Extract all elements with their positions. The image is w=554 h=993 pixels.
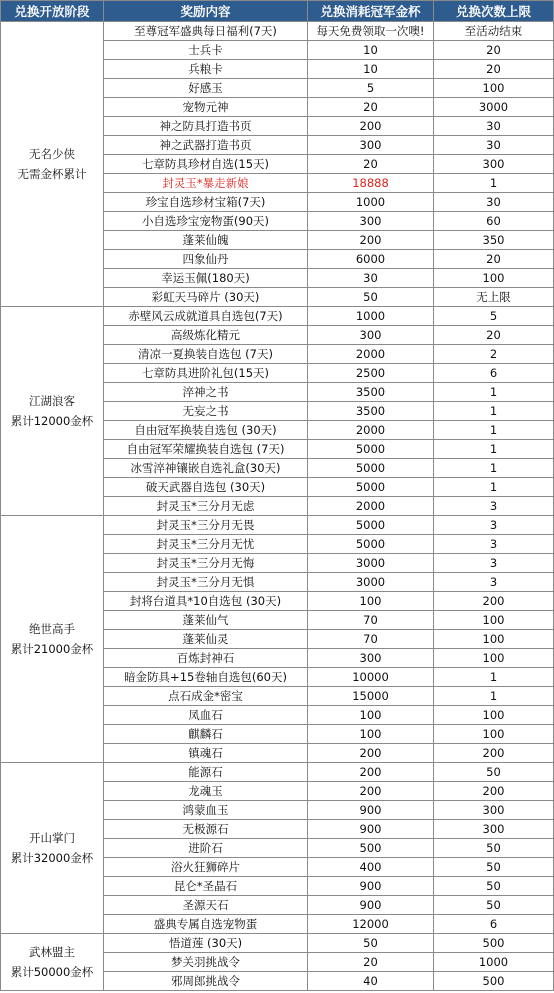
stage-requirement: 累计32000金杯 — [10, 851, 94, 865]
limit-cell: 1 — [434, 478, 554, 497]
cost-cell: 300 — [308, 649, 434, 668]
cost-cell: 2000 — [308, 345, 434, 364]
item-cell: 宠物元神 — [104, 98, 308, 117]
limit-cell: 6 — [434, 364, 554, 383]
item-cell: 麒麟石 — [104, 725, 308, 744]
cost-cell: 5000 — [308, 535, 434, 554]
limit-cell: 20 — [434, 250, 554, 269]
limit-cell: 350 — [434, 231, 554, 250]
limit-cell: 20 — [434, 326, 554, 345]
limit-cell: 1 — [434, 440, 554, 459]
stage-requirement: 累计50000金杯 — [10, 965, 94, 979]
cost-cell: 100 — [308, 706, 434, 725]
limit-cell: 无上限 — [434, 288, 554, 307]
limit-cell: 6 — [434, 915, 554, 934]
cost-cell: 18888 — [308, 174, 434, 193]
item-cell: 凤血石 — [104, 706, 308, 725]
item-cell: 封灵玉*三分月无虑 — [104, 497, 308, 516]
header-row — [1, 1, 554, 22]
limit-cell: 300 — [434, 155, 554, 174]
cost-cell: 20 — [308, 98, 434, 117]
limit-cell: 2 — [434, 345, 554, 364]
item-cell: 神之防具打造书页 — [104, 117, 308, 136]
stage-requirement: 无需金杯累计 — [17, 167, 87, 181]
cost-cell: 20 — [308, 953, 434, 972]
stage-name: 武林盟主 — [29, 945, 75, 959]
table-row — [1, 22, 554, 41]
item-cell: 神之武器打造书页 — [104, 136, 308, 155]
item-cell: 进阶石 — [104, 839, 308, 858]
limit-cell: 1 — [434, 687, 554, 706]
cost-cell: 2000 — [308, 421, 434, 440]
cost-cell: 50 — [308, 934, 434, 953]
cost-cell: 400 — [308, 858, 434, 877]
cost-cell: 900 — [308, 896, 434, 915]
item-cell: 兵粮卡 — [104, 60, 308, 79]
cost-cell: 500 — [308, 839, 434, 858]
cost-cell: 3500 — [308, 383, 434, 402]
cost-cell: 5000 — [308, 440, 434, 459]
item-cell: 暗金防具+15卷轴自选包(60天) — [104, 668, 308, 687]
limit-cell: 50 — [434, 858, 554, 877]
item-cell: 冰雪淬神镶嵌自选礼盒(30天) — [104, 459, 308, 478]
limit-cell: 1 — [434, 383, 554, 402]
item-cell: 镇魂石 — [104, 744, 308, 763]
item-cell: 封灵玉*三分月无惧 — [104, 573, 308, 592]
cost-cell: 50 — [308, 288, 434, 307]
cost-cell: 300 — [308, 326, 434, 345]
limit-cell: 300 — [434, 801, 554, 820]
item-cell: 蓬莱仙魄 — [104, 231, 308, 250]
cost-cell: 3500 — [308, 402, 434, 421]
cost-cell: 900 — [308, 877, 434, 896]
cost-cell: 300 — [308, 212, 434, 231]
cost-cell: 5000 — [308, 459, 434, 478]
cost-cell: 200 — [308, 117, 434, 136]
item-cell: 彩虹天马碎片 (30天) — [104, 288, 308, 307]
limit-cell: 100 — [434, 269, 554, 288]
stage-cell — [1, 934, 104, 991]
cost-cell: 6000 — [308, 250, 434, 269]
header-item: 奖励内容 — [104, 1, 308, 22]
limit-cell: 1 — [434, 402, 554, 421]
item-cell: 珍宝自选珍材宝箱(7天) — [104, 193, 308, 212]
cost-cell: 200 — [308, 744, 434, 763]
limit-cell: 100 — [434, 630, 554, 649]
cost-cell: 15000 — [308, 687, 434, 706]
item-cell: 至尊冠军盛典每日福利(7天) — [104, 22, 308, 41]
limit-cell: 200 — [434, 744, 554, 763]
limit-cell: 30 — [434, 117, 554, 136]
cost-cell: 5000 — [308, 516, 434, 535]
cost-cell: 5 — [308, 79, 434, 98]
item-cell: 高级炼化精元 — [104, 326, 308, 345]
cost-cell: 20 — [308, 155, 434, 174]
limit-cell: 3 — [434, 554, 554, 573]
table-body — [1, 22, 554, 991]
cost-cell: 10000 — [308, 668, 434, 687]
stage-cell — [1, 22, 104, 307]
cost-cell: 每天免费领取一次噢! — [308, 22, 434, 41]
limit-cell: 50 — [434, 763, 554, 782]
stage-name: 无名少侠 — [29, 147, 75, 161]
item-cell: 圣源天石 — [104, 896, 308, 915]
cost-cell: 70 — [308, 630, 434, 649]
item-cell: 幸运玉佩(180天) — [104, 269, 308, 288]
limit-cell: 30 — [434, 193, 554, 212]
limit-cell: 1 — [434, 174, 554, 193]
item-cell: 破天武器自选包 (30天) — [104, 478, 308, 497]
item-cell: 点石成金*密宝 — [104, 687, 308, 706]
stage-cell — [1, 516, 104, 763]
header-cost: 兑换消耗冠军金杯 — [308, 1, 434, 22]
limit-cell: 100 — [434, 706, 554, 725]
limit-cell: 50 — [434, 839, 554, 858]
table-header — [1, 1, 554, 22]
cost-cell: 1000 — [308, 193, 434, 212]
cost-cell: 900 — [308, 820, 434, 839]
limit-cell: 20 — [434, 60, 554, 79]
limit-cell: 1 — [434, 421, 554, 440]
limit-cell: 500 — [434, 934, 554, 953]
cost-cell: 2000 — [308, 497, 434, 516]
item-cell: 自由冠军荣耀换装自选包 (7天) — [104, 440, 308, 459]
cost-cell: 300 — [308, 136, 434, 155]
cost-cell: 70 — [308, 611, 434, 630]
item-cell: 自由冠军换装自选包 (30天) — [104, 421, 308, 440]
item-cell: 好感玉 — [104, 79, 308, 98]
limit-cell: 300 — [434, 820, 554, 839]
limit-cell: 20 — [434, 41, 554, 60]
item-cell: 四象仙丹 — [104, 250, 308, 269]
stage-requirement: 累计12000金杯 — [10, 414, 94, 428]
cost-cell: 3000 — [308, 573, 434, 592]
limit-cell: 1 — [434, 668, 554, 687]
item-cell: 清凉一夏换装自选包 (7天) — [104, 345, 308, 364]
limit-cell: 500 — [434, 972, 554, 991]
limit-cell: 1 — [434, 459, 554, 478]
limit-cell: 100 — [434, 79, 554, 98]
limit-cell: 3 — [434, 573, 554, 592]
item-cell: 封灵玉*暴走新娘 — [104, 174, 308, 193]
cost-cell: 900 — [308, 801, 434, 820]
limit-cell: 至活动结束 — [434, 22, 554, 41]
table-row — [1, 516, 554, 535]
item-cell: 龙魂玉 — [104, 782, 308, 801]
item-cell: 昆仑*圣晶石 — [104, 877, 308, 896]
cost-cell: 10 — [308, 60, 434, 79]
item-cell: 梦关羽挑战令 — [104, 953, 308, 972]
item-cell: 盛典专属自选宠物蛋 — [104, 915, 308, 934]
limit-cell: 60 — [434, 212, 554, 231]
limit-cell: 3000 — [434, 98, 554, 117]
item-cell: 七章防具珍材自选(15天) — [104, 155, 308, 174]
item-cell: 封灵玉*三分月无忧 — [104, 535, 308, 554]
table-row — [1, 934, 554, 953]
item-cell: 赤壁风云成就道具自选包(7天) — [104, 307, 308, 326]
cost-cell: 200 — [308, 231, 434, 250]
stage-requirement: 累计21000金杯 — [10, 642, 94, 656]
limit-cell: 1000 — [434, 953, 554, 972]
item-cell: 无妄之书 — [104, 402, 308, 421]
limit-cell: 3 — [434, 516, 554, 535]
table-row — [1, 307, 554, 326]
limit-cell: 30 — [434, 136, 554, 155]
item-cell: 封将台道具*10自选包 (30天) — [104, 592, 308, 611]
limit-cell: 50 — [434, 877, 554, 896]
item-cell: 浴火狂狮碎片 — [104, 858, 308, 877]
cost-cell: 100 — [308, 725, 434, 744]
limit-cell: 3 — [434, 535, 554, 554]
stage-name: 绝世高手 — [29, 622, 75, 636]
item-cell: 士兵卡 — [104, 41, 308, 60]
limit-cell: 50 — [434, 896, 554, 915]
item-cell: 封灵玉*三分月无悔 — [104, 554, 308, 573]
header-stage: 兑换开放阶段 — [1, 1, 104, 22]
cost-cell: 12000 — [308, 915, 434, 934]
stage-name: 江湖浪客 — [29, 394, 75, 408]
cost-cell: 2500 — [308, 364, 434, 383]
item-cell: 鸿蒙血玉 — [104, 801, 308, 820]
table-row — [1, 763, 554, 782]
limit-cell: 3 — [434, 497, 554, 516]
item-cell: 封灵玉*三分月无畏 — [104, 516, 308, 535]
cost-cell: 40 — [308, 972, 434, 991]
cost-cell: 3000 — [308, 554, 434, 573]
item-cell: 七章防具进阶礼包(15天) — [104, 364, 308, 383]
item-cell: 无极源石 — [104, 820, 308, 839]
cost-cell: 200 — [308, 763, 434, 782]
cost-cell: 30 — [308, 269, 434, 288]
item-cell: 百炼封神石 — [104, 649, 308, 668]
limit-cell: 5 — [434, 307, 554, 326]
cost-cell: 200 — [308, 782, 434, 801]
item-cell: 蓬莱仙气 — [104, 611, 308, 630]
cost-cell: 10 — [308, 41, 434, 60]
item-cell: 小自选珍宝宠物蛋(90天) — [104, 212, 308, 231]
limit-cell: 100 — [434, 649, 554, 668]
limit-cell: 100 — [434, 611, 554, 630]
header-limit: 兑换次数上限 — [434, 1, 554, 22]
cost-cell: 5000 — [308, 478, 434, 497]
item-cell: 能源石 — [104, 763, 308, 782]
limit-cell: 200 — [434, 592, 554, 611]
cost-cell: 1000 — [308, 307, 434, 326]
item-cell: 淬神之书 — [104, 383, 308, 402]
item-cell: 蓬莱仙灵 — [104, 630, 308, 649]
cost-cell: 100 — [308, 592, 434, 611]
item-cell: 悟道莲 (30天) — [104, 934, 308, 953]
stage-name: 开山掌门 — [29, 831, 75, 845]
stage-cell — [1, 763, 104, 934]
item-cell: 邪周郎挑战令 — [104, 972, 308, 991]
limit-cell: 100 — [434, 725, 554, 744]
limit-cell: 200 — [434, 782, 554, 801]
stage-cell — [1, 307, 104, 516]
